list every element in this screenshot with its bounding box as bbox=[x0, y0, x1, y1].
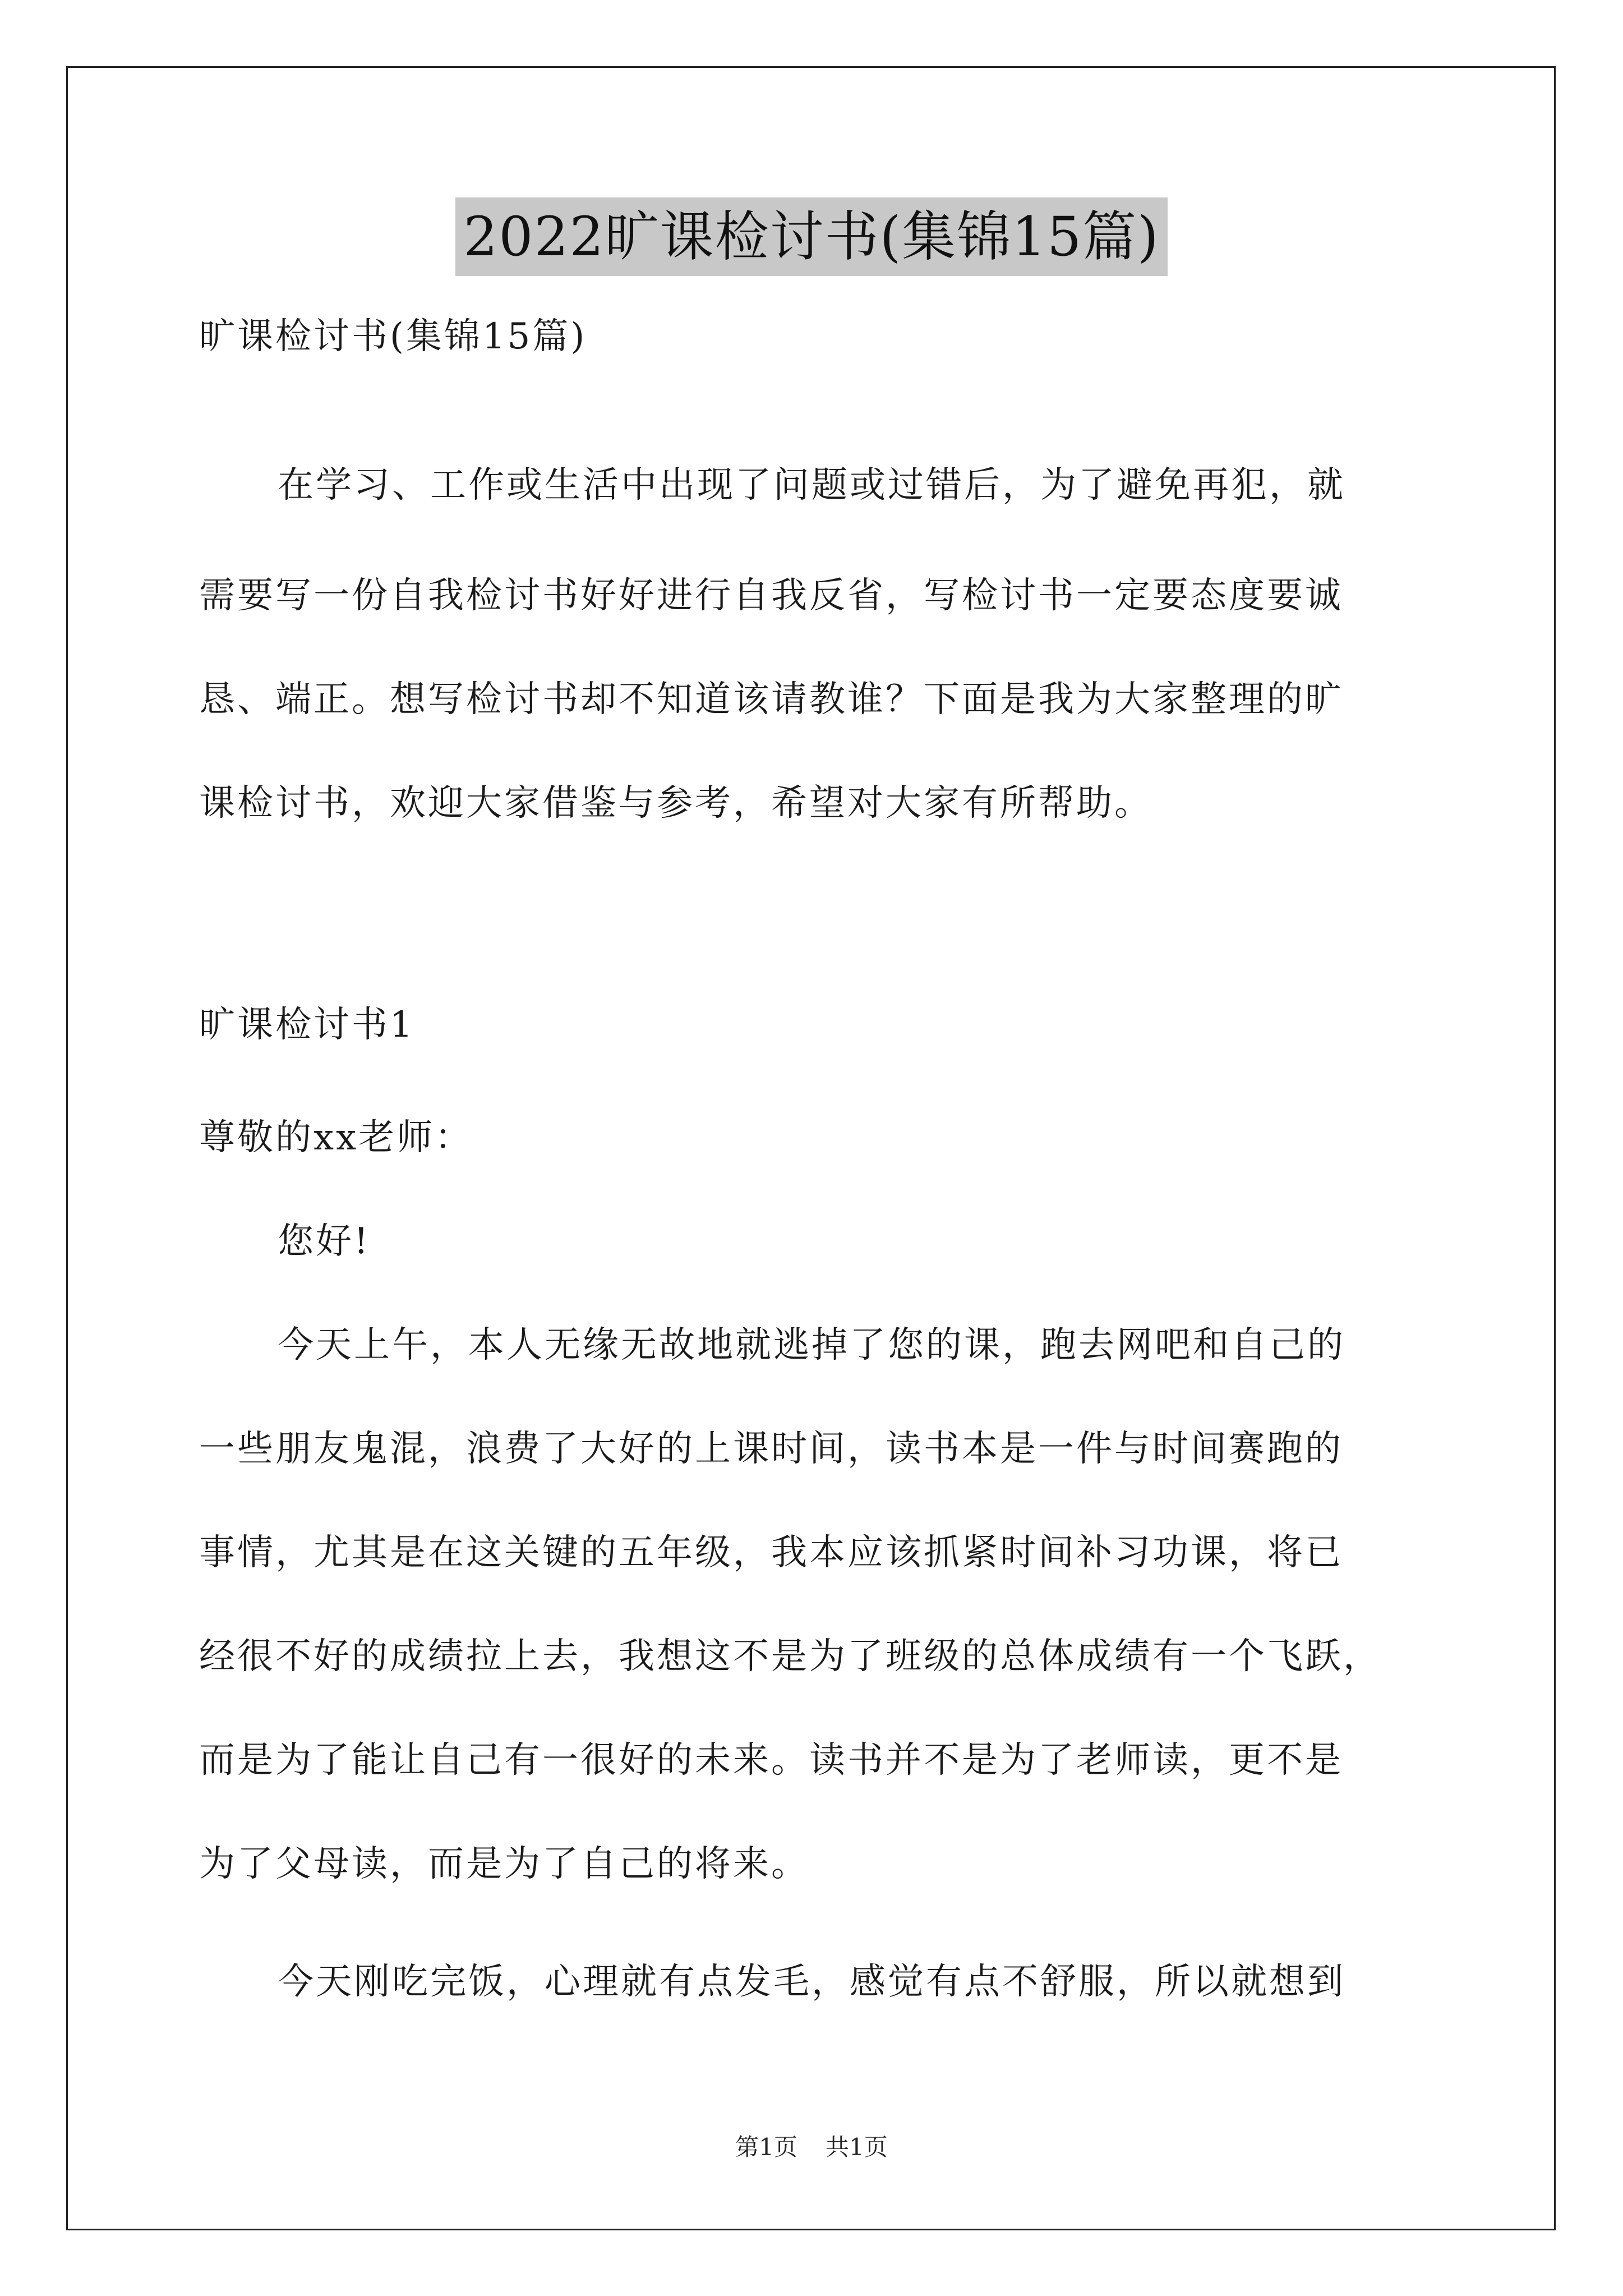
document-title: 2022旷课检讨书(集锦15篇) bbox=[455, 197, 1167, 276]
body-line-2: 一些朋友鬼混，浪费了大好的上课时间，读书本是一件与时间赛跑的 bbox=[199, 1428, 1343, 1470]
intro-line-4: 课检讨书，欢迎大家借鉴与参考，希望对大家有所帮助。 bbox=[199, 783, 1152, 824]
section-heading: 旷课检讨书1 bbox=[199, 1004, 415, 1046]
body-line-4: 经很不好的成绩拉上去，我想这不是为了班级的总体成绩有一个飞跃， bbox=[199, 1636, 1381, 1677]
body-line-1: 今天上午，本人无缘无故地就逃掉了您的课，跑去网吧和自己的 bbox=[278, 1324, 1345, 1366]
title-container bbox=[0, 197, 1623, 276]
body-line-5: 而是为了能让自己有一很好的未来。读书并不是为了老师读，更不是 bbox=[199, 1740, 1343, 1781]
body-line-7: 今天刚吃完饭，心理就有点发毛，感觉有点不舒服，所以就想到 bbox=[278, 1961, 1345, 2003]
intro-line-3: 恳、端正。想写检讨书却不知道该请教谁？下面是我为大家整理的旷 bbox=[199, 679, 1343, 720]
intro-line-1: 在学习、工作或生活中出现了问题或过错后，为了避免再犯，就 bbox=[278, 464, 1345, 506]
intro-line-2: 需要写一份自我检讨书好好进行自我反省，写检讨书一定要态度要诚 bbox=[199, 575, 1343, 616]
greeting: 您好! bbox=[278, 1221, 371, 1262]
document-subtitle: 旷课检讨书(集锦15篇) bbox=[199, 316, 587, 357]
body-line-3: 事情，尤其是在这关键的五年级，我本应该抓紧时间补习功课，将已 bbox=[199, 1532, 1343, 1573]
page-footer bbox=[0, 2131, 1623, 2164]
body-line-6: 为了父母读，而是为了自己的将来。 bbox=[199, 1843, 809, 1885]
page-total: 共1页 bbox=[826, 2133, 888, 2161]
salutation: 尊敬的xx老师： bbox=[199, 1117, 473, 1158]
page-number: 第1页 bbox=[735, 2133, 797, 2161]
